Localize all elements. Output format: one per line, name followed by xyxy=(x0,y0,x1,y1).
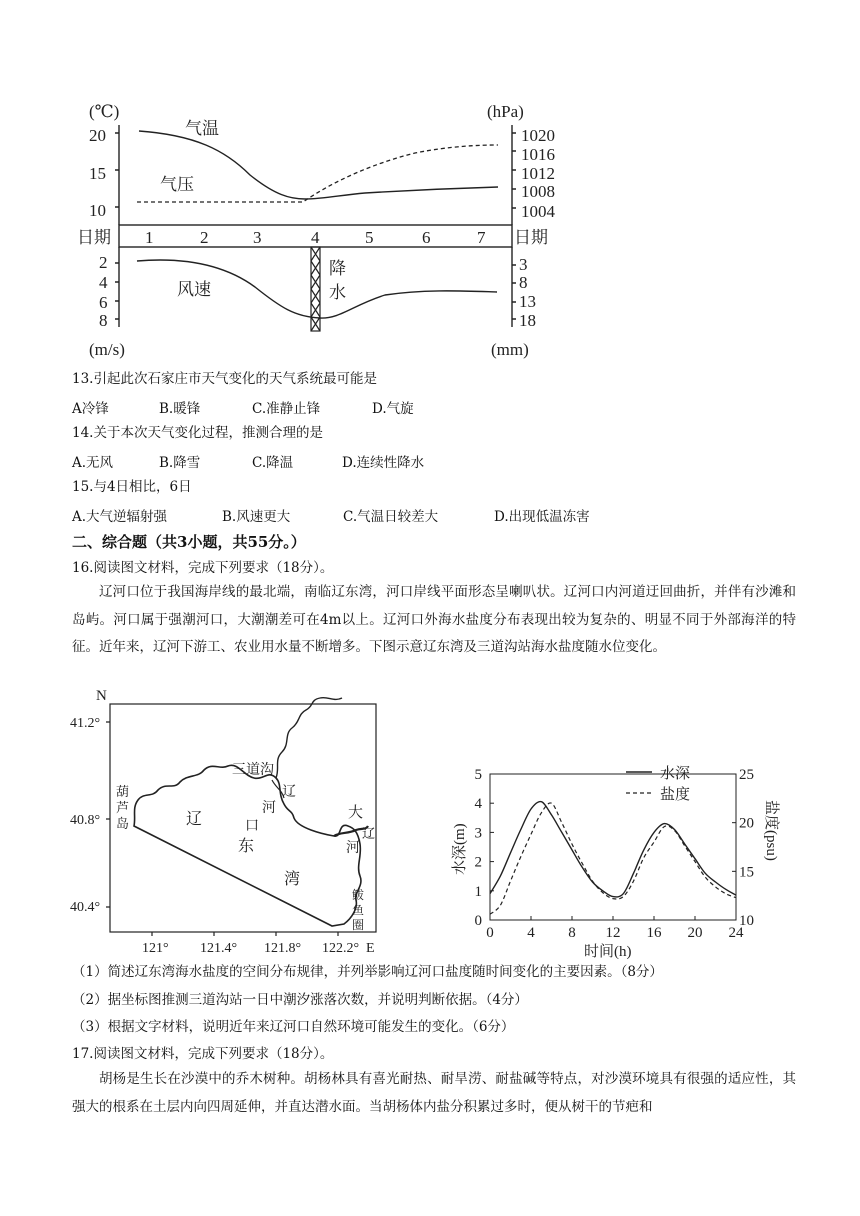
q14-option-b[interactable]: B.降雪 xyxy=(159,455,201,471)
place-bayuquan: 鲅 xyxy=(352,888,365,902)
weather-figure xyxy=(77,95,555,365)
place-huludao: 葫 xyxy=(116,784,130,799)
lat-label: 40.4° xyxy=(70,900,101,915)
date-tick: 6 xyxy=(422,228,431,247)
y-left-tick-label: 4 xyxy=(474,796,482,813)
weather-left-bottom-tick: 6 xyxy=(99,293,108,312)
q16-stem: 16.阅读图文材料，完成下列要求（18分）。 xyxy=(72,560,334,576)
lon-label: 121° xyxy=(142,941,169,956)
weather-right-bottom-unit: (mm) xyxy=(491,340,529,359)
y-left-tick-label: 0 xyxy=(474,913,482,929)
weather-left-bottom-unit: (m/s) xyxy=(89,340,125,359)
q13-option-b[interactable]: B.暖锋 xyxy=(159,401,201,417)
place-huludao: 芦 xyxy=(116,800,130,815)
q13-option-a[interactable]: A冷锋 xyxy=(72,401,109,417)
q13-option-d[interactable]: D.气旋 xyxy=(372,401,414,417)
q16-sub2: （2）据坐标图推测三道沟站一日中潮汐涨落次数，并说明判断依据。（4分） xyxy=(72,992,528,1008)
y-right-axis-label: 盐度(psu) xyxy=(763,800,779,861)
map-frame xyxy=(110,704,376,932)
liao-river xyxy=(276,698,342,778)
rain-label: 水 xyxy=(329,283,346,302)
salinity-series-line xyxy=(490,803,736,914)
section-2-heading: 二、综合题（共3小题，共55分。） xyxy=(72,533,306,551)
x-tick-label: 8 xyxy=(568,925,576,941)
y-left-tick-label: 2 xyxy=(474,854,482,871)
legend-depth-label: 水深 xyxy=(660,766,691,782)
weather-left-bottom-tick: 2 xyxy=(99,253,108,272)
weather-left-bottom-tick: 8 xyxy=(99,311,108,330)
date-tick: 5 xyxy=(365,228,374,247)
place-huludao: 岛 xyxy=(116,816,130,831)
date-tick: 4 xyxy=(311,228,320,247)
lon-label: 121.4° xyxy=(200,941,238,956)
x-axis-label: 时间(h) xyxy=(584,944,632,960)
y-right-tick-label: 10 xyxy=(739,913,754,929)
weather-left-top-tick: 10 xyxy=(89,201,106,220)
q15-option-d[interactable]: D.出现低温冻害 xyxy=(494,509,590,525)
y-right-tick-label: 25 xyxy=(739,767,754,783)
q14-option-d[interactable]: D.连续性降水 xyxy=(342,455,425,471)
weather-right-top-tick: 1016 xyxy=(521,145,555,164)
weather-right-top-tick: 1008 xyxy=(521,182,555,201)
date-label-right: 日期 xyxy=(514,228,548,247)
q15-stem: 15.与4日相比，6日 xyxy=(72,479,192,495)
tide-salinity-chart xyxy=(446,760,782,960)
weather-right-top-unit: (hPa) xyxy=(487,102,524,121)
x-tick-label: 20 xyxy=(687,925,703,941)
weather-right-bottom-tick: 18 xyxy=(519,311,536,330)
weather-right-bottom-tick: 13 xyxy=(519,292,536,311)
q14-stem: 14.关于本次天气变化过程，推测合理的是 xyxy=(72,425,323,441)
weather-left-top-tick: 20 xyxy=(89,126,106,145)
date-label-left: 日期 xyxy=(77,228,111,247)
gulf-label: 湾 xyxy=(284,871,301,888)
place-liaohekou: 河 xyxy=(262,801,276,816)
q16-sub3: （3）根据文字材料，说明近年来辽河口自然环境可能发生的变化。（6分） xyxy=(72,1019,515,1035)
north-label: N xyxy=(96,688,107,704)
q14-option-c[interactable]: C.降温 xyxy=(252,455,294,471)
chart-legend xyxy=(626,765,690,803)
q13-option-c[interactable]: C.准静止锋 xyxy=(252,401,321,417)
weather-right-top-tick: 1020 xyxy=(521,126,555,145)
y-left-axis-label: 水深(m) xyxy=(452,823,468,875)
weather-left-bottom-tick: 4 xyxy=(99,273,108,292)
y-left-tick-label: 3 xyxy=(474,825,482,842)
x-tick-label: 0 xyxy=(486,925,494,941)
q15-option-a[interactable]: A.大气逆辐射强 xyxy=(72,509,168,525)
gulf-label: 东 xyxy=(238,838,255,855)
y-left-tick-label: 1 xyxy=(474,883,482,900)
temp-label: 气温 xyxy=(185,119,219,138)
place-liaohekou: 辽 xyxy=(282,785,296,800)
y-left-tick-label: 5 xyxy=(474,767,482,783)
date-tick: 1 xyxy=(145,228,154,247)
q13-stem: 13.引起此次石家庄市天气变化的天气系统最可能是 xyxy=(72,371,377,387)
q15-option-b[interactable]: B.风速更大 xyxy=(222,509,291,525)
weather-right-bottom-tick: 8 xyxy=(519,273,528,292)
x-tick-label: 12 xyxy=(605,925,621,941)
y-right-tick-label: 20 xyxy=(739,815,754,832)
y-right-tick-label: 15 xyxy=(739,864,754,881)
q16-paragraph: 辽河口位于我国海岸线的最北端，南临辽东湾，河口岸线平面形态呈喇叭状。辽河口内河道迂回曲折，并伴有沙滩和岛屿。河口属于强潮河口，大潮潮差可在4m以上。辽河口外海水盐度分布表现出较为复杂的、明显不同于外部海洋的特征。近年来，辽河下游工、农业用水量不断增多。下图示意辽东湾及三道沟站海水盐度随水位变化。 xyxy=(72,584,796,655)
x-tick-label: 4 xyxy=(527,925,535,941)
place-daliaohe: 大 xyxy=(348,805,364,821)
place-sandaogou: 三道沟 xyxy=(232,763,274,778)
rain-label: 降 xyxy=(329,259,346,278)
q16-sub1: （1）简述辽东湾海水盐度的空间分布规律，并列举影响辽河口盐度随时间变化的主要因素。（8分） xyxy=(72,964,663,980)
pressure-label: 气压 xyxy=(160,175,194,194)
weather-right-top-tick: 1012 xyxy=(521,164,555,183)
east-label: E xyxy=(366,941,375,956)
x-tick-label: 16 xyxy=(646,925,662,941)
water-depth-series-line xyxy=(490,802,736,897)
date-tick: 2 xyxy=(200,228,209,247)
place-liaohekou: 口 xyxy=(245,819,259,834)
place-daliaohe: 辽 xyxy=(362,826,376,841)
lat-label: 41.2° xyxy=(70,716,101,731)
date-tick: 3 xyxy=(253,228,262,247)
lon-label: 122.2° xyxy=(322,941,360,956)
place-daliaohe: 河 xyxy=(346,841,360,856)
q17-stem: 17.阅读图文材料，完成下列要求（18分）。 xyxy=(72,1046,334,1062)
x-tick-label: 24 xyxy=(728,925,744,941)
lon-label: 121.8° xyxy=(264,941,302,956)
lat-label: 40.8° xyxy=(70,813,101,828)
liaodong-bay-map xyxy=(62,686,392,958)
place-bayuquan: 鱼 xyxy=(352,903,365,917)
legend-salinity-label: 盐度 xyxy=(660,787,691,803)
weather-right-top-tick: 1004 xyxy=(521,202,555,221)
q17-paragraph: 胡杨是生长在沙漠中的乔木树种。胡杨林具有喜光耐热、耐旱涝、耐盐碱等特点，对沙漠环境具有很强的适应性，其强大的根系在土层内向四周延伸，并直达潜水面。当胡杨体内盐分积累过多时，便从树干的节疤和 xyxy=(72,1071,796,1115)
gulf-label: 辽 xyxy=(186,811,203,828)
date-tick: 7 xyxy=(477,228,486,247)
weather-left-top-tick: 15 xyxy=(89,164,106,183)
weather-right-bottom-tick: 3 xyxy=(519,255,528,274)
q14-option-a[interactable]: A.无风 xyxy=(72,455,114,471)
place-bayuquan: 圈 xyxy=(352,918,365,932)
weather-left-top-unit: (℃) xyxy=(89,102,120,121)
wind-label: 风速 xyxy=(177,280,211,299)
q15-option-c[interactable]: C.气温日较差大 xyxy=(343,509,439,525)
